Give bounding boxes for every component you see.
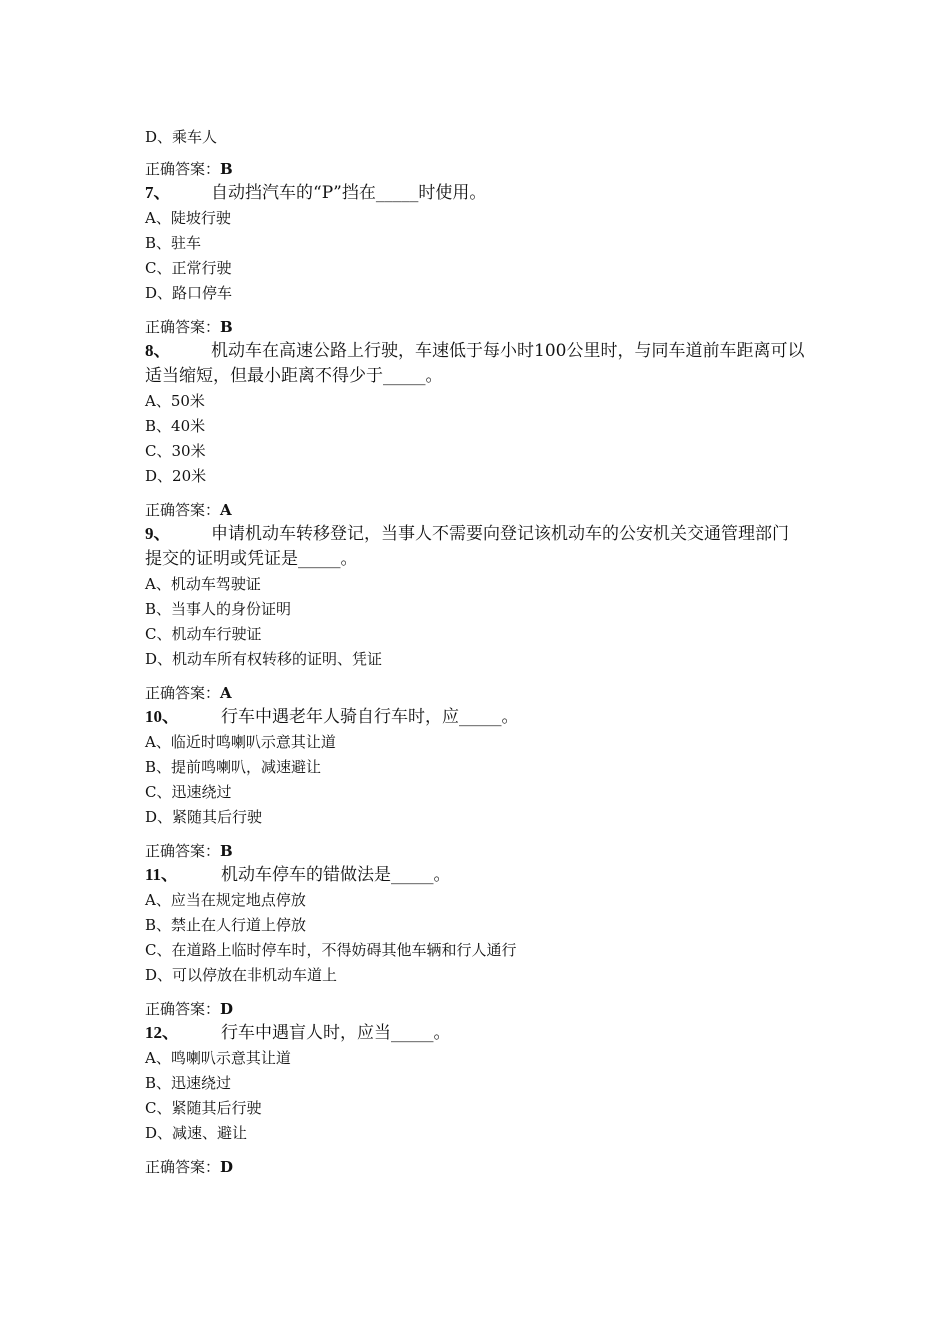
answer-line-12 [145,1156,805,1178]
option-d: D、路口停车 [145,284,233,302]
options-12 [145,1046,805,1146]
question-text: 机动车在高速公路上行驶，车速低于每小时100公里时，与同车道前车距离可以适当缩短，但最小距离不得少于_____。 [145,341,805,386]
option-b: B、迅速绕过 [145,1074,232,1092]
option-d: D、机动车所有权转移的证明、凭证 [145,650,383,668]
question-number: 9、 [145,524,171,543]
option-b: B、禁止在人行道上停放 [145,916,307,934]
options-10 [145,730,805,830]
option-d: D、可以停放在非机动车道上 [145,966,338,984]
option-c: C、机动车行驶证 [145,625,262,643]
answer-label: 正确答案： [145,684,221,702]
answer-line-7 [145,316,805,338]
answer-label: 正确答案： [145,1000,221,1018]
answer-key: B [220,842,233,860]
question-number: 8、 [145,341,171,360]
answer-label: 正确答案： [145,160,221,178]
question-10 [145,704,805,730]
question-9 [145,521,805,572]
answer-key: A [220,501,232,519]
question-block-12 [145,1020,805,1178]
option-b: B、提前鸣喇叭，减速避让 [145,758,322,776]
answer-label: 正确答案： [145,842,221,860]
question-text: 自动挡汽车的“P”挡在_____时使用。 [211,183,487,203]
option-c: C、迅速绕过 [145,783,232,801]
question-12 [145,1020,805,1046]
question-8 [145,338,805,389]
question-7 [145,180,805,206]
answer-key: B [220,160,233,178]
options-8 [145,389,805,489]
option-a: A、临近时鸣喇叭示意其让道 [145,733,336,751]
answer-label: 正确答案： [145,1158,221,1176]
option-d-previous: D、乘车人 [145,128,218,146]
option-d: D、紧随其后行驶 [145,808,263,826]
option-b: B、驻车 [145,234,202,252]
option-a: A、应当在规定地点停放 [145,891,306,909]
question-text: 申请机动车转移登记，当事人不需要向登记该机动车的公安机关交通管理部门提交的证明或凭证是_____。 [145,524,789,569]
options-11 [145,888,805,988]
question-number: 7、 [145,183,171,202]
option-d: D、减速、避让 [145,1124,248,1142]
option-a: A、鸣喇叭示意其让道 [145,1049,291,1067]
question-number: 11、 [145,865,179,884]
option-c: C、紧随其后行驶 [145,1099,262,1117]
option-c: C、30米 [145,442,206,460]
option-b: B、40米 [145,417,206,435]
answer-key: D [220,1000,234,1018]
answer-line-8 [145,499,805,521]
option-b: B、当事人的身份证明 [145,600,292,618]
question-block-10 [145,704,805,862]
options-7 [145,206,805,306]
option-d: D、20米 [145,467,207,485]
question-block-7 [145,180,805,338]
option-a: A、陡坡行驶 [145,209,231,227]
option-c: C、正常行驶 [145,259,232,277]
answer-line-10 [145,840,805,862]
answer-line-previous [145,158,805,180]
answer-line-9 [145,682,805,704]
question-11 [145,862,805,888]
answer-label: 正确答案： [145,501,221,519]
answer-line-11 [145,998,805,1020]
exam-page [145,126,805,1178]
question-block-11 [145,862,805,1020]
option-a: A、50米 [145,392,205,410]
answer-key: B [220,318,233,336]
question-text: 行车中遇盲人时，应当_____。 [221,1023,451,1043]
question-text: 机动车停车的错做法是_____。 [221,865,451,885]
question-block-8 [145,338,805,521]
answer-label: 正确答案： [145,318,221,336]
question-text: 行车中遇老年人骑自行车时，应_____。 [221,707,519,727]
answer-key: D [220,1158,234,1176]
option-c: C、在道路上临时停车时，不得妨碍其他车辆和行人通行 [145,941,517,959]
options-9 [145,572,805,672]
answer-key: A [220,684,232,702]
question-number: 10、 [145,707,179,726]
option-a: A、机动车驾驶证 [145,575,261,593]
question-number: 12、 [145,1023,179,1042]
question-block-9 [145,521,805,704]
